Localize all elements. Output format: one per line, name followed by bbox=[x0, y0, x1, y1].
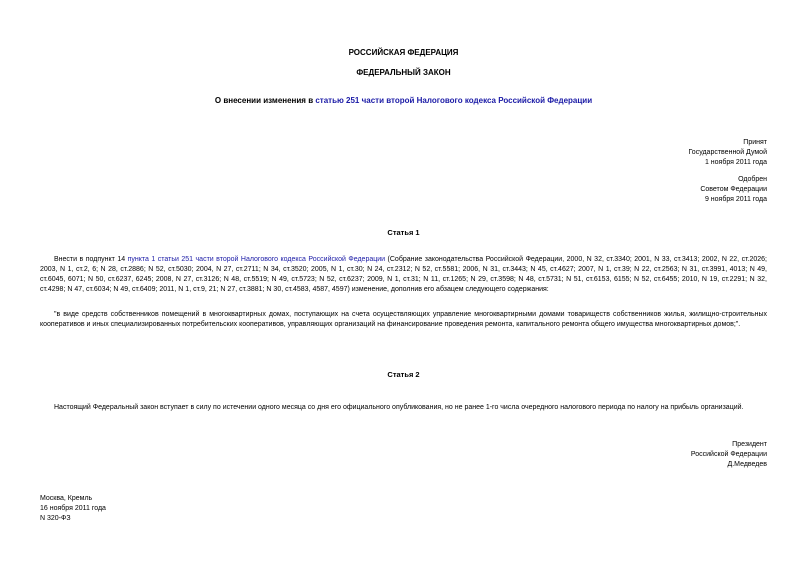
article-2-heading: Статья 2 bbox=[387, 370, 420, 379]
adopted-label: Принят bbox=[743, 139, 767, 146]
country-heading: РОССИЙСКАЯ ФЕДЕРАЦИЯ bbox=[348, 48, 459, 57]
law-title-prefix: О внесении изменения в bbox=[214, 96, 316, 105]
article-251-point-link[interactable]: пункта 1 статьи 251 части второй Налогового кодекса Российской Федерации bbox=[127, 256, 386, 263]
signing-date: 16 ноября 2011 года bbox=[40, 505, 106, 512]
article-1-p1-start: Внести в подпункт 14 bbox=[54, 256, 128, 263]
adopted-date: 1 ноября 2011 года bbox=[704, 159, 767, 166]
signature-block bbox=[691, 440, 767, 470]
doc-type-heading: ФЕДЕРАЛЬНЫЙ ЗАКОН bbox=[356, 68, 451, 77]
approved-block bbox=[700, 175, 767, 205]
approved-date: 9 ноября 2011 года bbox=[704, 196, 767, 203]
approved-label: Одобрен bbox=[738, 176, 767, 183]
tax-code-article-link[interactable]: статью 251 части второй Налогового кодекса Российской Федерации bbox=[315, 96, 593, 105]
article-1-p1-rest: (Собрание законодательства Российской Федерации, 2000, N 32, ст.3340; 2001, N 33, ст.3413; 2002, N 22, ст.2026; 2003, N 1, ст.2, 6; N 28, ст.2886; N 52, ст.5030; 2004, N 27, ст.2711; N 34, ст.3520; 2005, N 1, ст.30; N 24, ст.2312; N 52, ст.5581; 2006, N 31, ст.3443; N 45, ст.4627; 2007, N 1, ст.39; N 22, ст.2563; N 31, ст.3991, 4013; N 49, ст.6045, 6071; N 50, ст.6237, 6245; 2008, N 27, ст.3126; N 48, ст.5519; N 49, ст.5723; N 52, ст.6237; 2009, N 1, ст.31; N 11, ст.1265; N 29, ст.3598; N 48, ст.5731; N 51, ст.6153, 6155; N 52, ст.6455; 2010, N 19, ст.2291; N 32, ст.4298; N 47, ст.6034; N 49, ст.6409; 2011, N 1, ст.9, 21; N 27, ст.3881; N 30, ст.4583, 4587, 4597) изменение, дополнив его абзацем следующего содержания: bbox=[40, 256, 768, 293]
article-1-paragraph-1 bbox=[40, 255, 767, 295]
article-1-heading: Статья 1 bbox=[387, 228, 420, 237]
signature-title: Президент bbox=[732, 441, 767, 448]
place-date-block bbox=[40, 494, 106, 524]
law-title bbox=[0, 96, 807, 106]
place-name: Москва, Кремль bbox=[40, 495, 93, 502]
signature-country: Российской Федерации bbox=[690, 451, 767, 458]
article-2-paragraph-1: Настоящий Федеральный закон вступает в силу по истечении одного месяца со дня его официального опубликования, но не ранее 1-го числа очередного налогового периода по налогу на прибыль организаций. bbox=[54, 404, 744, 411]
adopted-by: Государственной Думой bbox=[688, 149, 767, 156]
law-number: N 320-ФЗ bbox=[40, 515, 71, 522]
approved-by: Советом Федерации bbox=[700, 186, 767, 193]
adopted-block bbox=[688, 138, 767, 168]
signature-name: Д.Медведев bbox=[727, 461, 767, 468]
article-1-paragraph-2: "в виде средств собственников помещений в многоквартирных домах, поступающих на счета осуществляющих управление многоквартирными домами товариществ собственников жилья, жилищно-строительных кооперативов и иных специализированных потребительских кооперативов, управляющих организаций на финансирование проведения ремонта, капитального ремонта общего имущества многоквартирных домов;". bbox=[40, 311, 767, 328]
